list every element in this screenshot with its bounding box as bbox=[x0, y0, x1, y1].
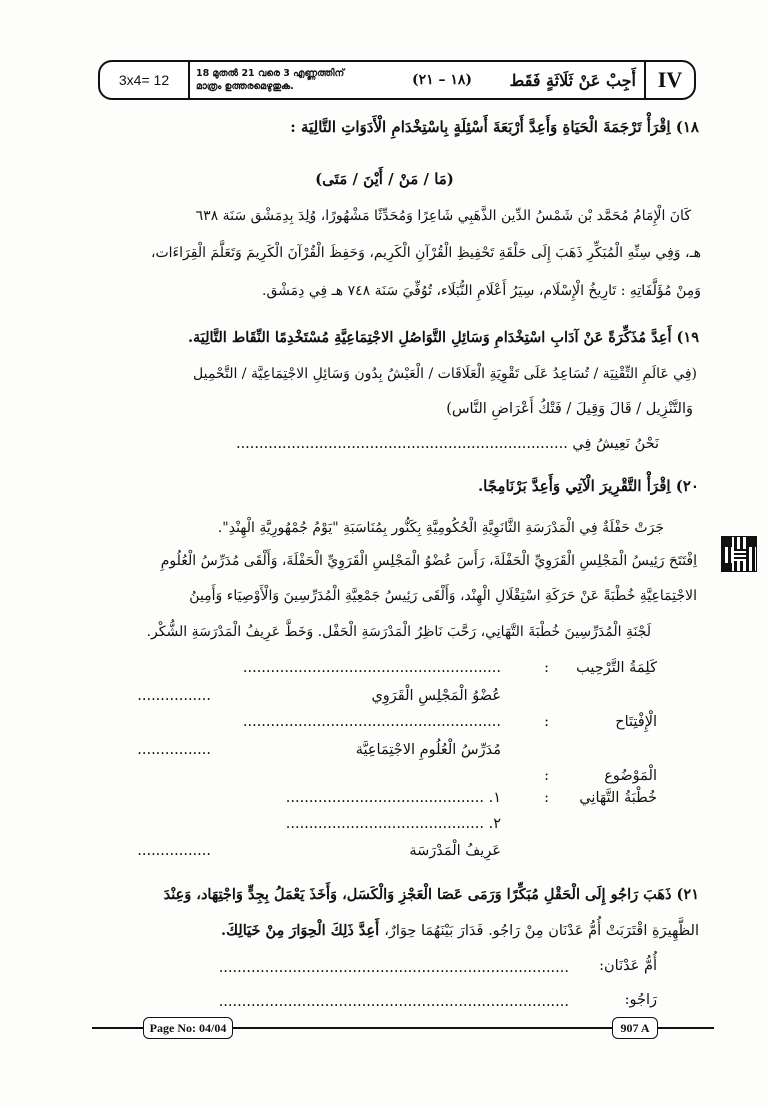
program-colon: : bbox=[544, 714, 549, 730]
q19-points-line-2: وَالتَّنْزِيل / قَالَ وَقِيلَ / فَتْكُ أَعْرَاضِ النَّاس) bbox=[446, 401, 693, 417]
malayalam-line-2: മാത്രം ഉത്തരമെഴുതുക. bbox=[196, 81, 294, 92]
q20-para-line-2: اِفْتَتَحَ رَئِيسُ الْمَجْلِسِ الْقَرَوِيِّ الْحَفْلَةَ، رَأَسَ عُضْوُ الْمَجْلِسِ الْقَرَوِيِّ الْحَفْلَةَ، وَأَلْقَى مُدَرِّسُ الْعُلُومِ bbox=[160, 553, 697, 569]
q21-line-2-text: الظَّهِيرَةِ اقْتَرَبَتْ أُمُّ عَدْنَان مِنْ رَاجُو. فَدَارَ بَيْنَهُمَا حِوَارٌ، bbox=[384, 923, 699, 939]
section-number: IV bbox=[644, 62, 694, 98]
program-label: الْإِفْتِتَاح bbox=[615, 714, 657, 730]
program-value: ٢. ........................................... bbox=[285, 816, 501, 832]
paper-code: 907 A bbox=[612, 1017, 658, 1039]
q21-line-2-bold: أَعِدَّ ذَلِكَ الْحِوَارَ مِنْ خَيَالِكَ. bbox=[221, 922, 385, 939]
page-number: Page No: 04/04 bbox=[143, 1017, 233, 1039]
program-person: عَرِيفُ الْمَدْرَسَة bbox=[409, 843, 501, 859]
program-colon: : bbox=[544, 660, 549, 676]
q19-points-line-1: (فِي عَالَمِ التِّقْنِيَة / تُسَاعِدُ عَلَى تَقْوِيَةِ الْعَلَاقَات / الْعَيْشُ بِدُون وَسَائِلِ الاجْتِمَاعِيَّة / التَّحْمِيل bbox=[193, 366, 697, 382]
dialogue-speaker-1: أُمُّ عَدْنَان: bbox=[599, 958, 657, 974]
q18-para-line-1: كَانَ الْإِمَامُ مُحَمَّد بْن شَمْسُ الدِّين الذَّهَبِي شَاعِرًا وَمُحَدِّثًا مَشْهُورًا، وُلِدَ بِدِمَشْق سَنَة ٦٣٨ bbox=[195, 208, 691, 224]
q18-tools: (مَا / مَنْ / أَيْنَ / مَتَى) bbox=[315, 170, 454, 188]
q19-start-line: نَحْنُ نَعِيشُ فِي ........................................................................ bbox=[235, 436, 659, 452]
program-value: ........................................................ bbox=[242, 660, 501, 676]
malayalam-line-1: 18 മുതൽ 21 വരെ 3 എണ്ണത്തിന് bbox=[196, 68, 345, 79]
malayalam-instruction bbox=[190, 67, 392, 93]
q18-para-line-2: هـ، وَفِي سِنِّهِ الْمُبَكِّرِ ذَهَبَ إِلَى حَلْقَةِ تَحْفِيظِ الْقُرْآنِ الْكَرِيم، وَحَفِظَ الْقُرْآنَ الْكَرِيمَ وَتَعَلَّمَ الْقِرَاءَات، bbox=[150, 245, 701, 261]
q21-line-2 bbox=[221, 922, 699, 939]
question-range: (١٨ – ٢١) bbox=[411, 72, 473, 88]
program-dots: ................ bbox=[137, 843, 211, 859]
section-header bbox=[98, 60, 696, 100]
program-person: مُدَرِّسُ الْعُلُومِ الاجْتِمَاعِيَّة bbox=[355, 742, 501, 758]
dialogue-speaker-2: رَاجُو: bbox=[624, 992, 657, 1008]
program-colon: : bbox=[544, 768, 549, 784]
q20-para-line-4: لَجْنَةِ الْمُدَرِّسِينَ خُطْبَةَ التَّهَانِي، رَحَّبَ نَاظِرُ الْمَدْرَسَةِ الْحَفْل. وَخَطَّ عَرِيفُ الْمَدْرَسَةِ الشُّكْر. bbox=[146, 624, 651, 640]
dialogue-dots-2: ............................................................................ bbox=[218, 994, 569, 1010]
program-label: كَلِمَةُ التَّرْحِيب bbox=[576, 660, 657, 676]
program-dots: ................ bbox=[137, 688, 211, 704]
program-label: الْمَوْضُوع bbox=[604, 768, 657, 784]
q20-question: ٢٠) اِقْرَأْ التَّقْرِيرَ الْآتِي وَأَعِدَّ بَرْنَامِجًا. bbox=[477, 477, 699, 495]
program-value: ١. ........................................... bbox=[285, 790, 501, 806]
program-dots: ................ bbox=[137, 742, 211, 758]
section-instruction: أَجِبْ عَنْ ثَلَاثَةٍ فَقَط bbox=[509, 70, 636, 90]
marks-label: 3x4= 12 bbox=[100, 62, 190, 98]
qr-code bbox=[721, 536, 757, 572]
program-colon: : bbox=[544, 790, 549, 806]
q18-question: ١٨) اِقْرَأْ تَرْجَمَةَ الْحَيَاةِ وَأَعِدَّ أَرْبَعَةَ أَسْئِلَةٍ بِاسْتِخْدَامِ الْأَدَوَاتِ التَّالِيَة : bbox=[290, 118, 699, 136]
program-label: خُطْبَةُ التَّهَانِي bbox=[579, 790, 657, 806]
q20-para-line-1: جَرَتْ حَفْلَةٌ فِي الْمَدْرَسَةِ الثَّانَوِيَّةِ الْحُكُومِيَّةِ بِكَنُّور بِمُنَاسَبَةِ "يَوْمُ جُمْهُورِيَّةِ الْهِنْدِ". bbox=[217, 520, 664, 536]
program-person: عُضْوُ الْمَجْلِسِ الْقَرَوِي bbox=[371, 688, 501, 704]
q19-question: ١٩) أَعِدَّ مُذَكِّرَةً عَنْ آدَابِ اسْتِخْدَامِ وَسَائِلِ التَّوَاصُلِ الاجْتِمَاعِيَّةِ مُسْتَخْدِمًا النِّقَاط التَّالِيَة. bbox=[187, 329, 699, 346]
q21-line-1: ٢١) ذَهَبَ رَاجُو إِلَى الْحَقْلِ مُبَكِّرًا وَرَمَى عَصَا الْعَجْزِ وَالْكَسَل، وَأَخَذَ يَعْمَلُ بِجِدٍّ وَاجْتِهَاد، وَعِنْدَ bbox=[163, 886, 699, 903]
dialogue-dots-1: ............................................................................ bbox=[218, 960, 569, 976]
program-value: ........................................................ bbox=[242, 714, 501, 730]
q20-para-line-3: الاجْتِمَاعِيَّةِ خُطْبَةً عَنْ حَرَكَةِ اسْتِقْلَالِ الْهِنْد، وَأَلْقَى رَئِيسُ جَمْعِيَّةِ الْمُدَرِّسِينَ وَالْأَوْصِيَاء وَأَمِينُ bbox=[189, 588, 697, 604]
q18-para-line-3: وَمِنْ مُؤَلَّفَاتِهِ : تَارِيخُ الْإِسْلَام، سِيَرُ أَعْلَامِ النُّبَلَاء، تُوُفِّيَ سَنَة ٧٤٨ هـ فِي دِمَشْق. bbox=[262, 283, 701, 299]
